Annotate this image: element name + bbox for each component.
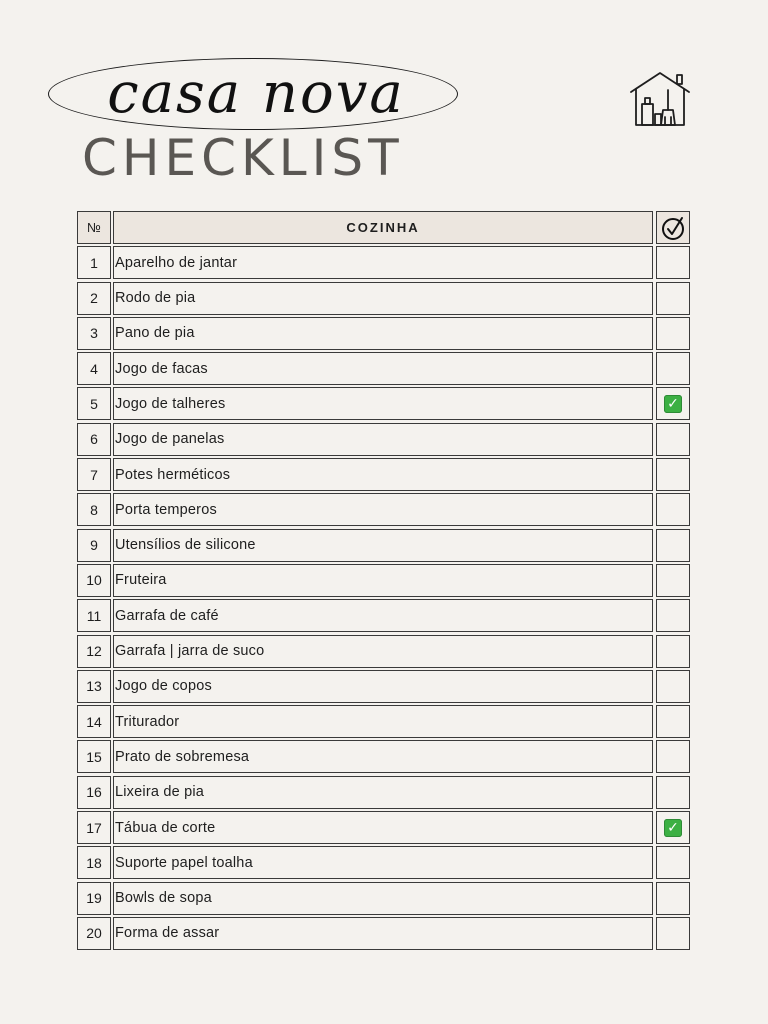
item-name: Suporte papel toalha <box>113 846 653 879</box>
item-name: Jogo de talheres <box>113 387 653 420</box>
item-checkbox[interactable] <box>656 776 690 809</box>
table-row <box>76 458 692 493</box>
table-row <box>76 317 692 352</box>
item-name: Prato de sobremesa <box>113 740 653 773</box>
item-name: Jogo de panelas <box>113 423 653 456</box>
item-checkbox[interactable] <box>656 352 690 385</box>
item-name: Jogo de facas <box>113 352 653 385</box>
item-checkbox[interactable] <box>656 458 690 491</box>
item-name: Bowls de sopa <box>113 882 653 915</box>
item-name: Lixeira de pia <box>113 776 653 809</box>
item-number: 6 <box>77 423 111 456</box>
section-header-cozinha: COZINHA <box>113 211 653 244</box>
item-number: 17 <box>77 811 111 844</box>
item-checkbox[interactable] <box>656 917 690 950</box>
table-row <box>76 282 692 317</box>
item-checkbox[interactable] <box>656 705 690 738</box>
item-number: 12 <box>77 635 111 668</box>
item-number: 14 <box>77 705 111 738</box>
table-row <box>76 246 692 281</box>
item-name: Forma de assar <box>113 917 653 950</box>
item-number: 2 <box>77 282 111 315</box>
table-row <box>76 423 692 458</box>
house-cleaning-icon <box>628 70 692 128</box>
item-checkbox[interactable] <box>656 423 690 456</box>
item-name: Porta temperos <box>113 493 653 526</box>
green-check-icon: ✓ <box>664 819 682 837</box>
item-number: 15 <box>77 740 111 773</box>
item-checkbox[interactable] <box>656 564 690 597</box>
item-checkbox[interactable] <box>656 246 690 279</box>
item-number: 10 <box>77 564 111 597</box>
item-checkbox[interactable] <box>656 493 690 526</box>
item-checkbox[interactable] <box>656 635 690 668</box>
table-row <box>76 493 692 528</box>
item-checkbox[interactable] <box>656 387 690 420</box>
table-row <box>76 387 692 422</box>
table-row <box>76 811 692 846</box>
item-checkbox[interactable] <box>656 529 690 562</box>
item-number: 9 <box>77 529 111 562</box>
item-number: 4 <box>77 352 111 385</box>
item-name: Jogo de copos <box>113 670 653 703</box>
table-row <box>76 776 692 811</box>
item-number: 19 <box>77 882 111 915</box>
table-row <box>76 599 692 634</box>
item-name: Rodo de pia <box>113 282 653 315</box>
item-number: 5 <box>77 387 111 420</box>
item-checkbox[interactable] <box>656 882 690 915</box>
checklist-table <box>76 211 692 952</box>
item-checkbox[interactable] <box>656 599 690 632</box>
item-checkbox[interactable] <box>656 846 690 879</box>
page-header <box>0 0 768 200</box>
item-number: 13 <box>77 670 111 703</box>
table-row <box>76 846 692 881</box>
table-header-row <box>76 211 692 246</box>
item-number: 3 <box>77 317 111 350</box>
number-column-header: № <box>77 211 111 244</box>
item-number: 20 <box>77 917 111 950</box>
item-number: 8 <box>77 493 111 526</box>
green-check-icon: ✓ <box>664 395 682 413</box>
circle-check-icon <box>660 215 686 241</box>
item-number: 11 <box>77 599 111 632</box>
item-checkbox[interactable] <box>656 317 690 350</box>
item-name: Pano de pia <box>113 317 653 350</box>
table-row <box>76 740 692 775</box>
table-row <box>76 670 692 705</box>
item-number: 1 <box>77 246 111 279</box>
table-row <box>76 917 692 952</box>
table-row <box>76 635 692 670</box>
script-title: casa nova <box>107 61 405 126</box>
item-checkbox[interactable] <box>656 811 690 844</box>
item-name: Aparelho de jantar <box>113 246 653 279</box>
item-name: Garrafa | jarra de suco <box>113 635 653 668</box>
item-name: Fruteira <box>113 564 653 597</box>
item-name: Triturador <box>113 705 653 738</box>
table-row <box>76 529 692 564</box>
item-checkbox[interactable] <box>656 282 690 315</box>
page-title: CHECKLIST <box>82 129 404 187</box>
table-row <box>76 705 692 740</box>
item-number: 18 <box>77 846 111 879</box>
item-name: Garrafa de café <box>113 599 653 632</box>
table-row <box>76 352 692 387</box>
table-row <box>76 564 692 599</box>
item-number: 16 <box>77 776 111 809</box>
item-name: Utensílios de silicone <box>113 529 653 562</box>
table-row <box>76 882 692 917</box>
item-name: Potes herméticos <box>113 458 653 491</box>
item-name: Tábua de corte <box>113 811 653 844</box>
item-checkbox[interactable] <box>656 740 690 773</box>
check-column-header <box>656 211 690 244</box>
item-number: 7 <box>77 458 111 491</box>
item-checkbox[interactable] <box>656 670 690 703</box>
